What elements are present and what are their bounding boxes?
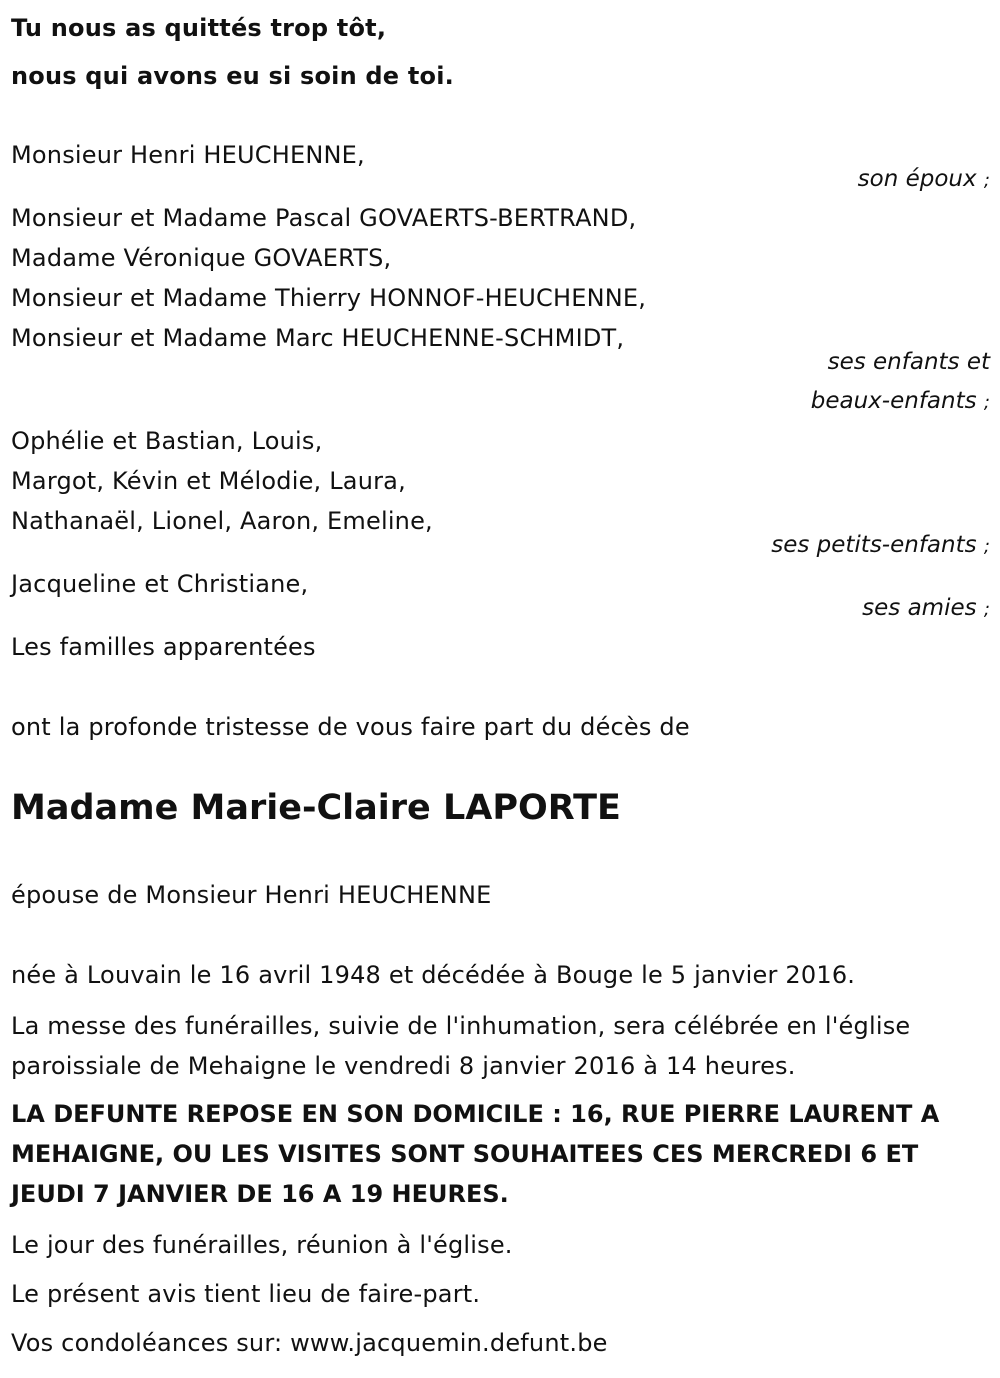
friends-role-text: ses amies xyxy=(862,595,977,621)
notice-line: Le présent avis tient lieu de faire-part. xyxy=(11,1280,481,1308)
grandchildren-role xyxy=(771,534,990,557)
child-line-2: Madame Véronique GOVAERTS, xyxy=(11,244,392,272)
service-line-2: paroissiale de Mehaigne le vendredi 8 janvier 2016 à 14 heures. xyxy=(11,1052,796,1080)
deceased-name: Madame Marie-Claire LAPORTE xyxy=(11,788,621,828)
birth-death-line: née à Louvain le 16 avril 1948 et décédée à Bouge le 5 janvier 2016. xyxy=(11,961,856,989)
friends-line: Jacqueline et Christiane, xyxy=(11,570,309,598)
service-line-1: La messe des funérailles, suivie de l'inhumation, sera célébrée en l'église xyxy=(11,1012,911,1040)
grandchildren-role-text: ses petits-enfants xyxy=(771,532,977,558)
children-role-line-1: ses enfants et xyxy=(827,349,990,375)
grandchild-line-2: Margot, Kévin et Mélodie, Laura, xyxy=(11,467,406,495)
spouse-role-separator: ; xyxy=(983,170,990,191)
epitaph-line-2: nous qui avons eu si soin de toi. xyxy=(11,62,454,90)
meeting-line: Le jour des funérailles, réunion à l'église. xyxy=(11,1231,513,1259)
relatives-line: Les familles apparentées xyxy=(11,633,316,661)
friends-role xyxy=(862,597,990,620)
visitation-line-1: LA DEFUNTE REPOSE EN SON DOMICILE : 16, RUE PIERRE LAURENT A xyxy=(11,1100,940,1128)
friends-role-separator: ; xyxy=(983,599,990,620)
child-line-4: Monsieur et Madame Marc HEUCHENNE-SCHMIDT, xyxy=(11,324,625,352)
spouse-role-text: son époux xyxy=(857,166,977,192)
grandchild-line-3: Nathanaël, Lionel, Aaron, Emeline, xyxy=(11,507,433,535)
visitation-line-3: JEUDI 7 JANVIER DE 16 A 19 HEURES. xyxy=(11,1180,509,1208)
children-role-line-2 xyxy=(811,390,990,413)
grandchild-line-1: Ophélie et Bastian, Louis, xyxy=(11,427,323,455)
spouse-of-line: épouse de Monsieur Henri HEUCHENNE xyxy=(11,881,492,909)
grandchildren-role-separator: ; xyxy=(983,536,990,557)
visitation-line-2: MEHAIGNE, OU LES VISITES SONT SOUHAITEES CES MERCREDI 6 ET xyxy=(11,1140,919,1168)
spouse-name: Monsieur Henri HEUCHENNE, xyxy=(11,141,365,169)
announcement-line: ont la profonde tristesse de vous faire part du décès de xyxy=(11,713,690,741)
children-role-separator: ; xyxy=(983,392,990,413)
condolences-line: Vos condoléances sur: www.jacquemin.defunt.be xyxy=(11,1329,608,1357)
epitaph-line-1: Tu nous as quittés trop tôt, xyxy=(11,14,387,42)
spouse-role xyxy=(858,168,990,191)
child-line-1: Monsieur et Madame Pascal GOVAERTS-BERTRAND, xyxy=(11,204,637,232)
child-line-3: Monsieur et Madame Thierry HONNOF-HEUCHENNE, xyxy=(11,284,647,312)
children-role-text: beaux-enfants xyxy=(810,388,977,414)
